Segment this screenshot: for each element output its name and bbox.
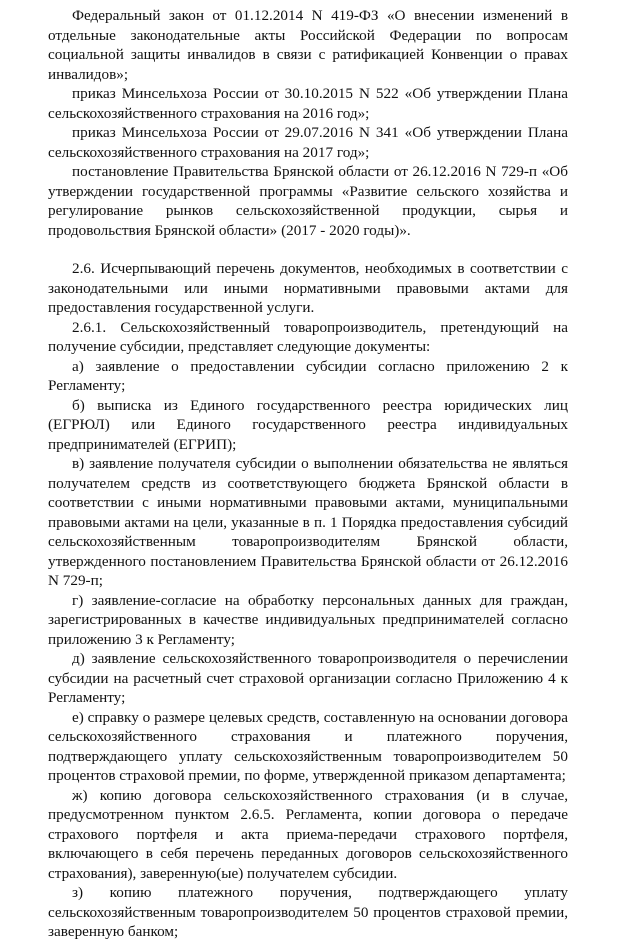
- list-item-z: з) копию платежного поручения, подтверждающего уплату сельскохозяйственным товаропроизводителем 50 процентов страховой премии, заверенную банком;: [48, 884, 568, 940]
- document-page: [48, 6, 568, 942]
- paragraph-resolution-729: постановление Правительства Брянской области от 26.12.2016 N 729-п «Об утверждении государственной программы «Развитие сельского хозяйства и регулирование рынков сельскохозяйственной продукции, сырья и продовольствия Брянской области» (2017 - 2020 годы)».: [48, 163, 568, 239]
- list-item-zh: ж) копию договора сельскохозяйственного страхования (и в случае, предусмотренном пунктом 2.6.5. Регламента, копии договора о передаче страхового портфеля и акта приема-передачи страхового портфеля, включающего в себя перечень переданных договоров сельскохозяйственного страхования), заверенную(ые) получателем субсидии.: [48, 786, 568, 882]
- list-item-a: а) заявление о предоставлении субсидии согласно приложению 2 к Регламенту;: [48, 357, 568, 394]
- list-item-b: б) выписка из Единого государственного реестра юридических лиц (ЕГРЮЛ) или Единого государственного реестра индивидуальных предпринимателей (ЕГРИП);: [48, 396, 568, 453]
- section-spacer: [48, 240, 568, 259]
- paragraph-federal-law: Федеральный закон от 01.12.2014 N 419-ФЗ «О внесении изменений в отдельные законодательные акты Российской Федерации по вопросам социальной защиты инвалидов в связи с ратификацией Конвенции о правах инвалидов»;: [48, 7, 568, 83]
- paragraph-order-522: приказ Минсельхоза России от 30.10.2015 N 522 «Об утверждении Плана сельскохозяйственного страхования на 2016 год»;: [48, 85, 568, 122]
- list-item-g: г) заявление-согласие на обработку персональных данных для граждан, зарегистрированных в качестве индивидуальных предпринимателей согласно приложению 3 к Регламенту;: [48, 591, 568, 648]
- section-heading-2-6: 2.6. Исчерпывающий перечень документов, необходимых в соответствии с законодательными или иными нормативными правовыми актами для предоставления государственной услуги.: [48, 260, 568, 316]
- subsection-intro-2-6-1: 2.6.1. Сельскохозяйственный товаропроизводитель, претендующий на получение субсидии, представляет следующие документы:: [48, 318, 568, 355]
- list-item-e: е) справку о размере целевых средств, составленную на основании договора сельскохозяйственного страхования и платежного поручения, подтверждающего уплату сельскохозяйственным товаропроизводителем 50 процентов страховой премии, по форме, утвержденной приказом департамента;: [48, 708, 568, 784]
- paragraph-order-341: приказ Минсельхоза России от 29.07.2016 N 341 «Об утверждении Плана сельскохозяйственного страхования на 2017 год»;: [48, 124, 568, 161]
- list-item-d: д) заявление сельскохозяйственного товаропроизводителя о перечислении субсидии на расчетный счет страховой организации согласно Приложению 4 к Регламенту;: [48, 650, 568, 706]
- list-item-v: в) заявление получателя субсидии о выполнении обязательства не являться получателем средств из соответствующего бюджета Брянской области в соответствии с иными нормативными правовыми актами, муниципальными правовыми актами на цели, указанные в п. 1 Порядка предоставления субсидий сельскохозяйственным товаропроизводителям Брянской области, утвержденного постановлением Правительства Брянской области от 26.12.2016 N 729-п;: [48, 455, 568, 589]
